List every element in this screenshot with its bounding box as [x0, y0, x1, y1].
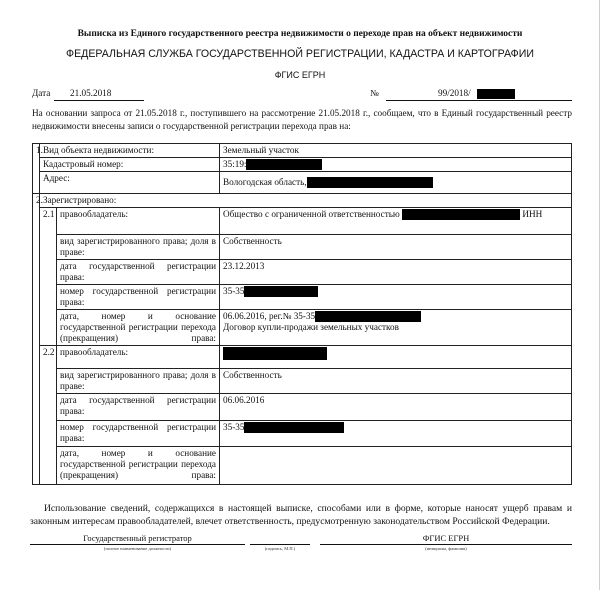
holder-cell — [220, 346, 572, 369]
number-underline — [386, 100, 572, 101]
document-title: Выписка из Единого государственного реестра недвижимости о переходе прав на объект недвижимости — [77, 29, 523, 39]
reg-number-cell — [220, 421, 572, 447]
redaction-block — [402, 209, 520, 220]
right-type-value: Собственность — [220, 235, 572, 260]
basis-value — [220, 447, 572, 485]
right-type-label: вид зарегистрированного права; доля в праве: — [57, 235, 220, 260]
basis-label: дата, номер и основание государственной регистрации перехода (прекращения) права: — [57, 310, 220, 346]
legal-notice: Использование сведений, содержащихся в настоящей выписке, способами или в форме, которые наносят ущерб правам и законным интересам правообладателей, влечет ответственность, предусмотренную законодательством Российской Федерации. — [30, 503, 572, 527]
system-name: ФГИС ЕГРН — [274, 70, 326, 80]
table-row — [33, 158, 572, 172]
subrow-number: 2.1 — [40, 208, 57, 346]
number-value: 99/2018/ — [438, 88, 471, 98]
right-type-value: Собственность — [220, 369, 572, 394]
table-row — [33, 144, 572, 158]
redaction-block — [244, 422, 344, 433]
redaction-block — [244, 286, 318, 297]
number-label: № — [370, 88, 379, 98]
org-line — [320, 544, 572, 545]
cadastral-label: Кадастровый номер: — [40, 158, 220, 172]
date-underline — [54, 100, 144, 101]
address-label: Адрес: — [40, 172, 220, 194]
right-type-label: вид зарегистрированного права; доля в праве: — [57, 369, 220, 394]
address-cell — [220, 172, 572, 194]
reg-number-label: номер государственной регистрации права: — [57, 285, 220, 310]
signature-caption: (подпись, М.П.) — [264, 546, 296, 551]
table-row — [33, 260, 572, 285]
table-row — [33, 194, 572, 208]
holder-label: правообладатель: — [57, 346, 220, 369]
reg-number-label: номер государственной регистрации права: — [57, 421, 220, 447]
redaction-block — [246, 159, 322, 170]
registrar-line — [30, 544, 245, 545]
table-row — [33, 447, 572, 485]
row-number: 1. — [33, 144, 40, 194]
table-row — [33, 285, 572, 310]
org-label: ФГИС ЕГРН — [422, 533, 470, 543]
holder-value: Общество с ограниченной ответственностью — [223, 209, 400, 219]
object-type-label: Вид объекта недвижимости: — [40, 144, 220, 158]
agency-name: ФЕДЕРАЛЬНАЯ СЛУЖБА ГОСУДАРСТВЕННОЙ РЕГИСТРАЦИИ, КАДАСТРА И КАРТОГРАФИИ — [66, 48, 534, 60]
reg-date-value: 23.12.2013 — [220, 260, 572, 285]
redaction-block — [223, 347, 327, 360]
subrow-number: 2.2 — [40, 346, 57, 485]
registered-label: Зарегистрировано: — [40, 194, 572, 208]
redaction-block — [477, 89, 515, 99]
address-value: Вологодская область, — [223, 177, 307, 187]
rights-table — [32, 143, 572, 485]
holder-cell — [220, 208, 572, 235]
reg-number-value: 35-35 — [223, 422, 245, 432]
table-row — [33, 208, 572, 235]
date-value: 21.05.2018 — [70, 88, 112, 98]
inn-label: ИНН — [522, 209, 543, 219]
object-type-value: Земельный участок — [220, 144, 572, 158]
table-row — [33, 310, 572, 346]
cadastral-cell — [220, 158, 572, 172]
reg-date-label: дата государственной регистрации права: — [57, 260, 220, 285]
signature-line — [250, 544, 310, 545]
basis-value-2: Договор купли-продажи земельных участков — [223, 322, 399, 332]
redaction-block — [307, 177, 433, 188]
table-row — [33, 235, 572, 260]
row-number: 2. — [33, 194, 40, 485]
intro-text: На основании запроса от 21.05.2018 г., поступившего на рассмотрение 21.05.2018 г., сообщаем, что в Единый государственный реестр недвижимости внесены записи о государственной регистрации перехода прав на: — [32, 108, 572, 131]
reg-date-label: дата государственной регистрации права: — [57, 394, 220, 421]
table-row — [33, 369, 572, 394]
cadastral-value: 35:19: — [223, 159, 247, 169]
table-row — [33, 346, 572, 369]
reg-number-value: 35-35 — [223, 286, 245, 296]
reg-number-cell — [220, 285, 572, 310]
table-row — [33, 172, 572, 194]
table-row — [33, 394, 572, 421]
basis-label: дата, номер и основание государственной регистрации перехода (прекращения) права: — [57, 447, 220, 485]
registrar-label: Государственный регистратор — [83, 533, 192, 543]
date-label: Дата — [32, 88, 51, 98]
redaction-block — [315, 311, 421, 322]
holder-label: правообладатель: — [57, 208, 220, 235]
reg-date-value: 06.06.2016 — [220, 394, 572, 421]
table-row — [33, 421, 572, 447]
registrar-caption: (полное наименование должности) — [104, 546, 171, 551]
basis-cell — [220, 310, 572, 346]
basis-value-1: 06.06.2016, рег.№ 35-35 — [223, 311, 316, 321]
org-caption: (инициалы, фамилия) — [425, 546, 467, 551]
